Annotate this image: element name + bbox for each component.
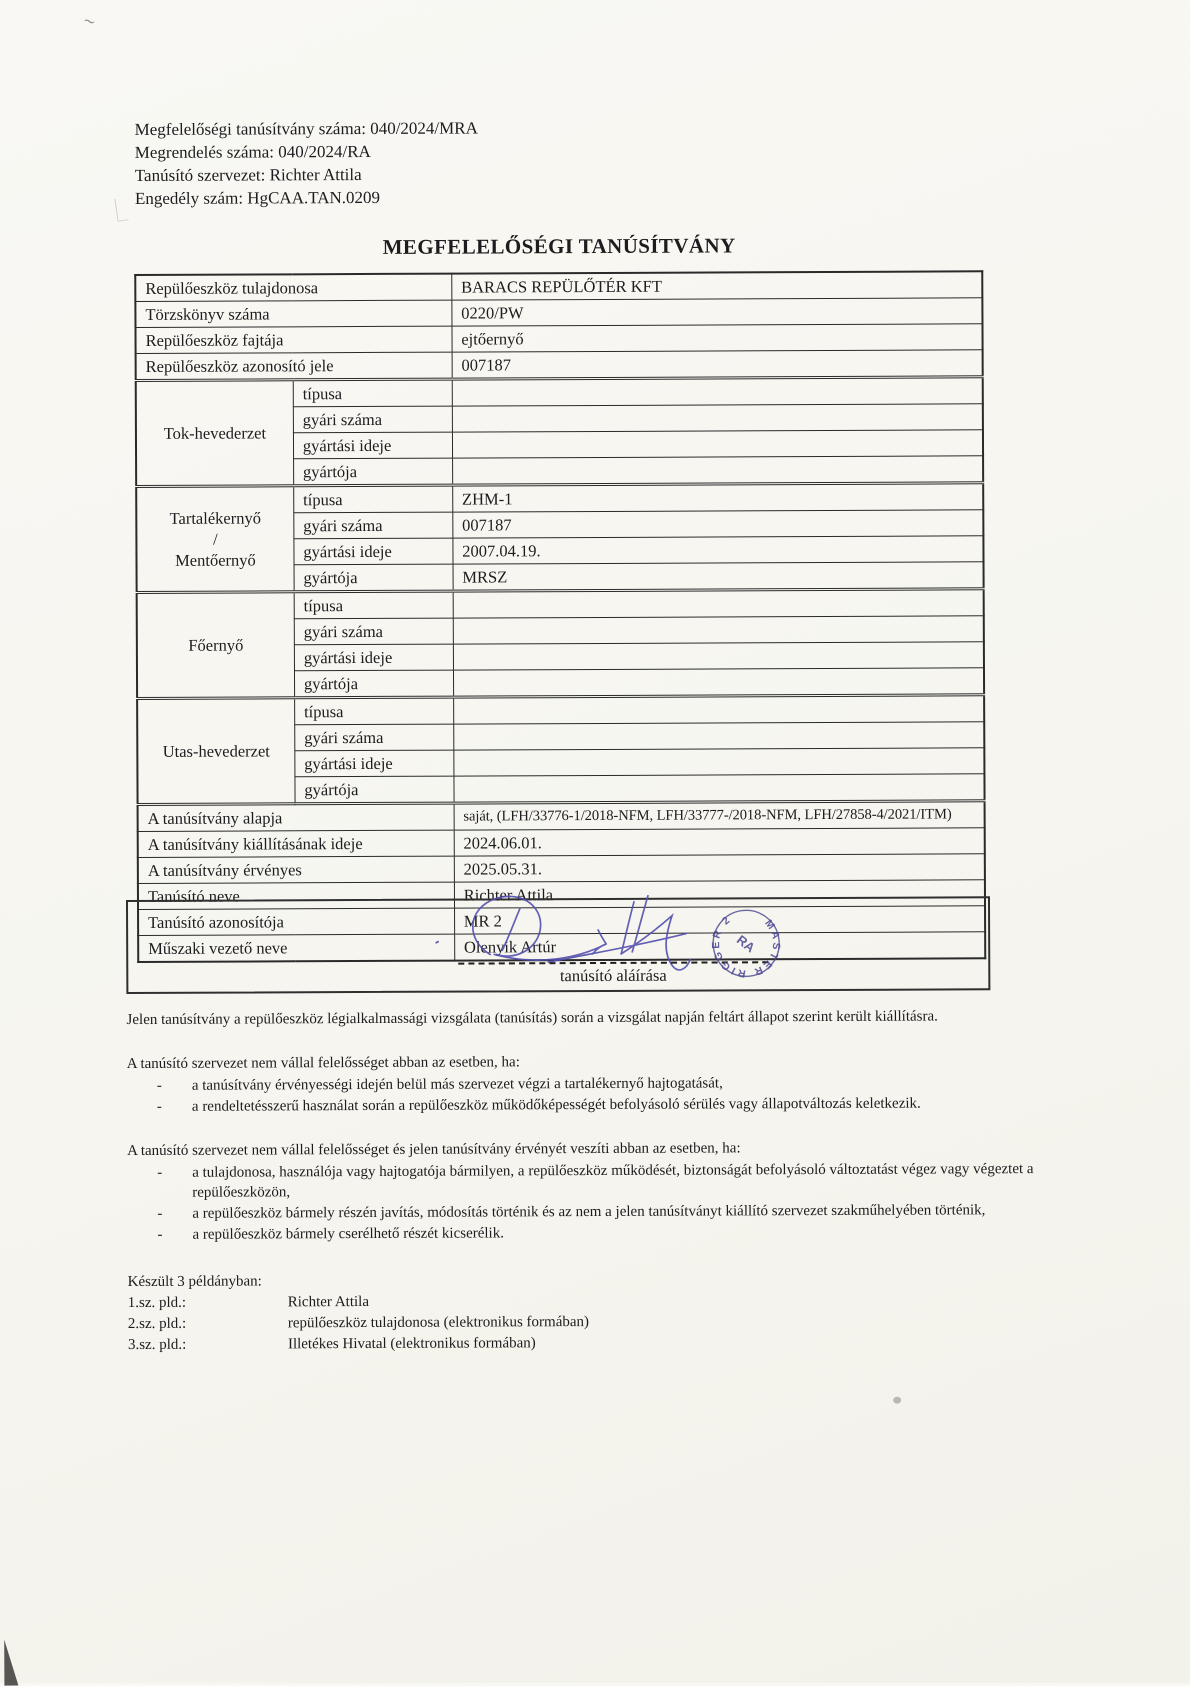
table-row (137, 589, 984, 620)
group-label: Főernyő (137, 592, 295, 699)
subfield-label: gyári száma (293, 406, 452, 433)
table-row (138, 854, 985, 884)
subfield-value (453, 668, 984, 697)
subfield-label: gyártási ideje (294, 644, 453, 671)
subfield-value (454, 722, 985, 750)
subfield-label: típusa (294, 485, 453, 513)
table-row (138, 801, 985, 832)
copy-label: 2.sz. pld.: (127, 1315, 187, 1333)
field-label: Repülőeszköz fajtája (135, 326, 451, 353)
subfield-label: gyári száma (294, 618, 453, 645)
corner-shadow-artifact (4, 1640, 18, 1686)
table-row (137, 695, 984, 726)
field-value: MR 2 (454, 906, 985, 934)
subfield-value: ZHM-1 (452, 483, 983, 512)
field-value: 2024.06.01. (454, 828, 985, 856)
group-label: Tok-hevederzet (136, 380, 294, 487)
table-row (138, 828, 985, 858)
svg-text:RA: RA (733, 932, 758, 956)
subfield-value (453, 616, 984, 644)
statement-paragraph: Jelen tanúsítvány a repülőeszköz légialkalmassági vizsgálata (tanúsítás) során a vizsgálat napján feltárt állapot szerint került kiállításra. (126, 1008, 938, 1029)
copy-label: 1.sz. pld.: (127, 1294, 187, 1312)
field-value: saját, (LFH/33776-1/2018-NFM, LFH/33777-/2018-NFM, LFH/27858-4/2021/ITM) (454, 801, 985, 830)
dash-bullet (127, 1097, 192, 1117)
document-header (135, 117, 479, 210)
copy-value: repülőeszköz tulajdonosa (elektronikus formában) (287, 1314, 590, 1332)
field-label: Törzskönyv száma (135, 300, 451, 327)
subfield-value (453, 695, 984, 724)
subfield-value: 2007.04.19. (453, 536, 984, 564)
master-rigger-stamp (698, 895, 794, 991)
subfield-value (453, 642, 984, 670)
list-item: - a repülőeszköz bármely cserélhető részét kicserélik. (127, 1221, 1057, 1245)
list-item: - a repülőeszköz bármely részén javítás, módosítás történik és az nem a jelen tanúsítványt kiállító szervezet szakműhelyében történik, (127, 1200, 1057, 1224)
pen-mark-artifact: ~ (80, 10, 99, 32)
scan-dot-artifact (893, 1397, 901, 1404)
subfield-label: gyártási ideje (295, 750, 454, 777)
header-line: Megrendelés száma: 040/2024/RA (134, 141, 371, 163)
group-label: Tartalékernyő / Mentőernyő (136, 486, 294, 593)
list-item: - a tanúsítvány érvényességi idején belül más szervezet végzi a tartalékernyő hajtogatását, (127, 1072, 1057, 1096)
validity-section (127, 1137, 1057, 1245)
page-title: MEGFELELŐSÉGI TANÚSÍTVÁNY (382, 233, 736, 259)
field-label: Tanúsító azonosítója (138, 908, 454, 935)
subfield-label: gyári száma (295, 724, 454, 751)
field-value: BARACS REPÜLŐTÉR KFT (452, 271, 983, 300)
copy-value: Richter Attila (287, 1293, 370, 1311)
section-heading: A tanúsító szervezet nem vállal felelősséget abban az esetben, ha: (126, 1054, 520, 1073)
subfield-label: típusa (294, 591, 453, 619)
field-value: ejtőernyő (452, 324, 983, 352)
subfield-label: gyártási ideje (293, 432, 452, 459)
table-row (135, 271, 982, 301)
copy-value: Illetékes Hivatal (elektronikus formában) (287, 1335, 536, 1353)
table-row (136, 350, 983, 381)
header-line: Megfelelőségi tanúsítvány száma: 040/2024/MRA (134, 118, 478, 140)
subfield-value (452, 456, 983, 485)
field-label: Műszaki vezető neve (138, 934, 454, 962)
header-line: Tanúsító szervezet: Richter Attila (134, 165, 362, 186)
subfield-label: gyártója (294, 564, 453, 592)
copies-row (128, 1331, 1058, 1355)
subfield-value (452, 430, 983, 458)
table-row (135, 324, 982, 354)
table-row (136, 377, 983, 408)
field-label: Repülőeszköz azonosító jele (136, 352, 452, 380)
subfield-label: gyártója (295, 776, 454, 804)
section-heading: A tanúsító szervezet nem vállal felelősséget és jelen tanúsítvány érvényét veszíti abban az esetben, ha: (127, 1140, 741, 1160)
field-value: 0220/PW (452, 298, 983, 326)
field-label: Repülőeszköz tulajdonosa (135, 274, 451, 302)
signature-box (126, 896, 990, 994)
subfield-label: típusa (293, 379, 452, 407)
subfield-label: típusa (294, 697, 453, 725)
signature-caption: tanúsító aláírása (559, 965, 667, 986)
dash-bullet (127, 1076, 192, 1096)
copy-label: 3.sz. pld.: (127, 1336, 187, 1354)
table-row (136, 483, 983, 514)
copies-row (128, 1289, 1058, 1313)
svg-text:MASTER RIGGER 2: MASTER RIGGER 2 (710, 912, 783, 980)
disclaimer-section (127, 1050, 1057, 1117)
subfield-value (454, 748, 985, 776)
subfield-label: gyári száma (294, 512, 453, 539)
subfield-label: gyártója (294, 670, 453, 698)
subfield-value: 007187 (453, 510, 984, 538)
field-label: Tanúsító neve (138, 882, 454, 909)
list-item: - a tulajdonosa, használója vagy hajtogatója bármilyen, a repülőeszköz működését, biztonságát befolyásoló változtatást végez vagy végeztet a repülőeszközön, (127, 1159, 1057, 1203)
field-value: Olenyik Artúr (454, 932, 985, 961)
header-line: Engedély szám: HgCAA.TAN.0209 (134, 187, 381, 209)
field-label: A tanúsítvány kiállításának ideje (138, 830, 454, 857)
copies-row (128, 1310, 1058, 1334)
subfield-value (454, 774, 985, 803)
group-label: Utas-hevederzet (137, 698, 295, 805)
field-label: A tanúsítvány alapja (138, 803, 454, 831)
subfield-label: gyártási ideje (294, 538, 453, 565)
subfield-label: gyártója (293, 458, 452, 486)
field-value: 2025.05.31. (454, 854, 985, 882)
field-label: A tanúsítvány érvényes (138, 856, 454, 883)
fold-mark-artifact (114, 197, 128, 221)
list-item: - a rendeltetésszerű használat során a repülőeszköz működőképességét befolyásoló sérülés vagy állapotváltozás keletkezik. (127, 1093, 1057, 1117)
subfield-value (452, 404, 983, 432)
field-value: 007187 (452, 350, 983, 379)
dash-bullet (127, 1225, 192, 1245)
subfield-value (453, 589, 984, 618)
document-body (126, 1006, 1057, 1355)
dash-bullet (127, 1163, 192, 1203)
table-row (135, 298, 982, 328)
copies-heading: Készült 3 példányban: (127, 1273, 262, 1291)
certificate-table (134, 270, 986, 963)
subfield-value: MRSZ (453, 562, 984, 591)
copies-section (128, 1268, 1058, 1355)
dash-bullet (127, 1204, 192, 1224)
field-value: Richter Attila (454, 880, 985, 908)
subfield-value (452, 377, 983, 406)
